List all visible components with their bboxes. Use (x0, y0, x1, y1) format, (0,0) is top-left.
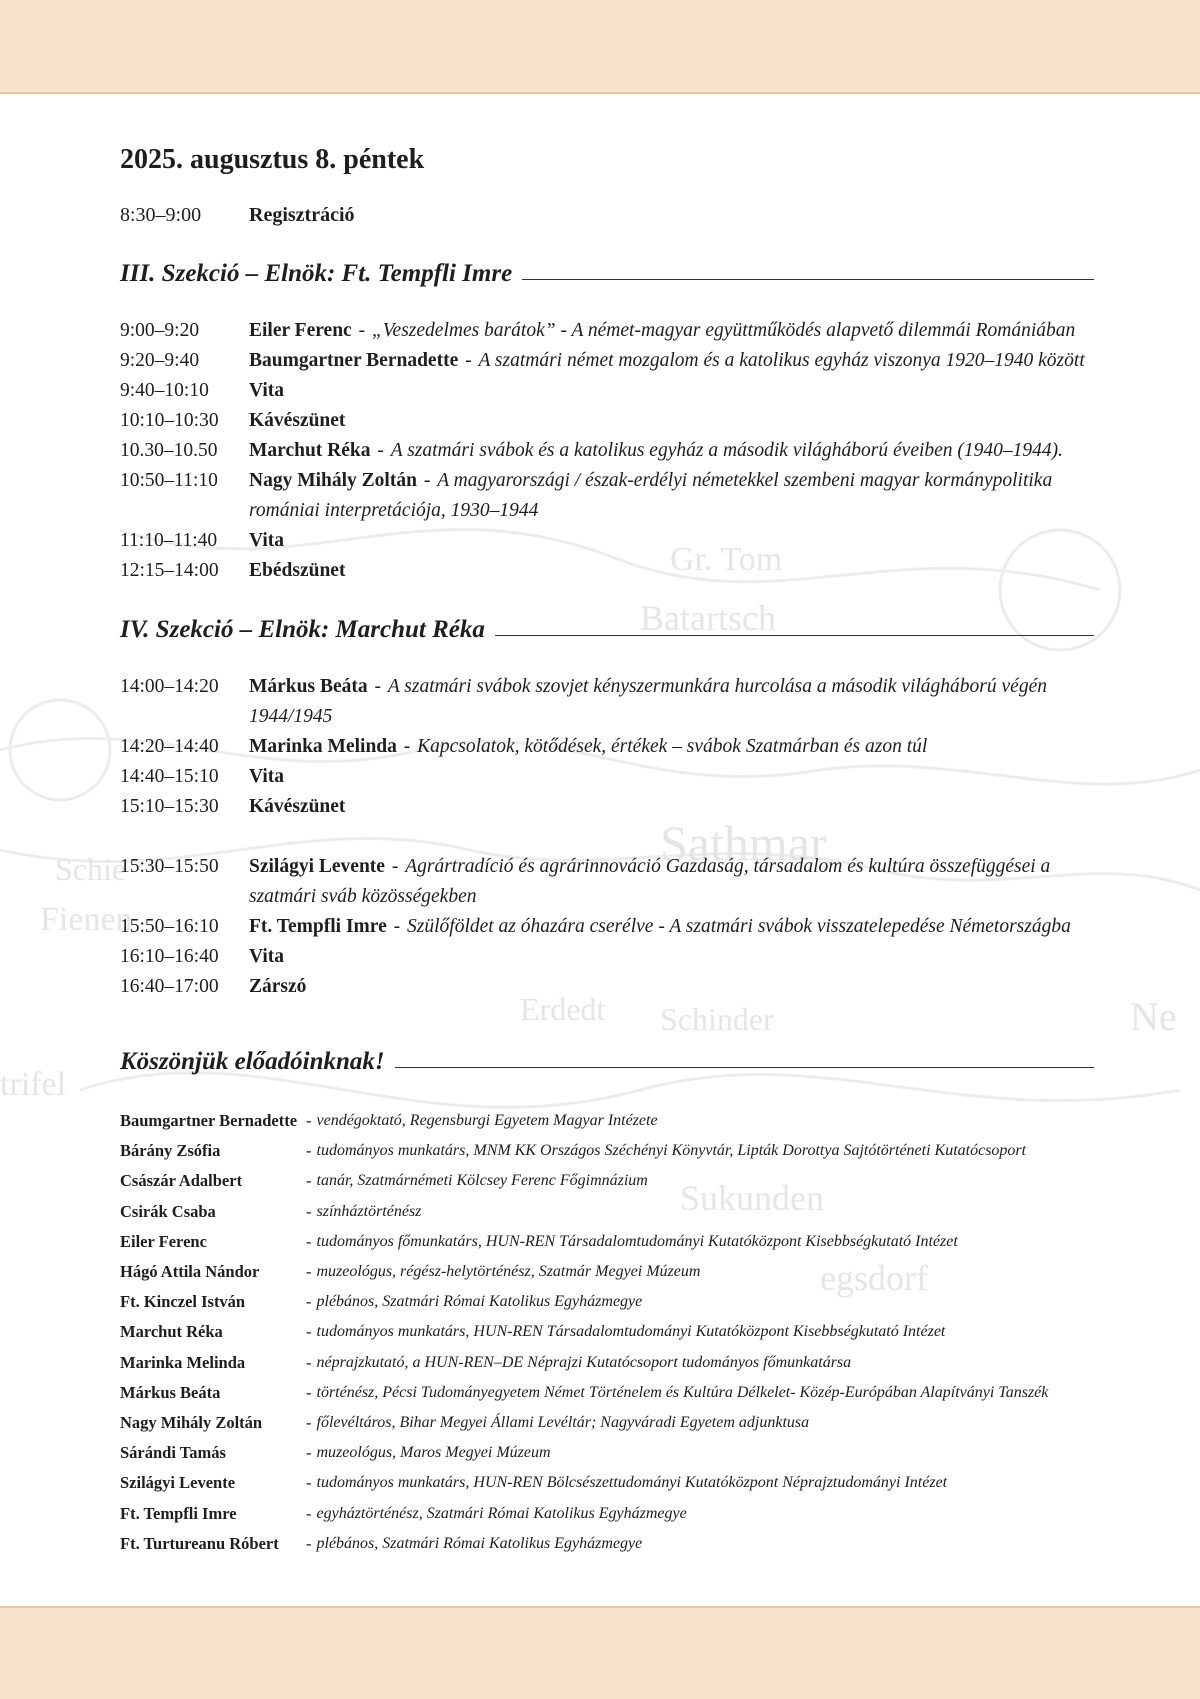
program-page (120, 140, 1100, 1559)
break-label: Vita (249, 380, 285, 401)
speaker-row: Eiler Ferenc - tudományos főmunkatárs, HUN-REN Társadalomtudományi Kutatóközpont Kisebbségkutató Intézet (120, 1227, 1100, 1257)
watermark-label: Ne (1130, 994, 1177, 1039)
time-slot: 9:20–9:40 (120, 350, 200, 371)
time-slot: 10:50–11:10 (120, 470, 218, 491)
section-divider (522, 279, 1094, 280)
thanks-header (120, 1040, 1100, 1084)
time-slot: 10:10–10:30 (120, 410, 219, 431)
speaker-name: Marchut Réka (249, 440, 371, 461)
schedule-row (120, 762, 1100, 792)
speaker-row: Hágó Attila Nándor - muzeológus, régész-helytörténész, Szatmár Megyei Múzeum (120, 1257, 1100, 1287)
section-4-title: IV. Szekció – Elnök: Marchut Réka (120, 616, 485, 643)
speaker-name: Márkus Beáta (249, 676, 368, 697)
watermark-label: Schinder (660, 1001, 774, 1037)
speaker-list (120, 1106, 1100, 1559)
schedule-row: 15:50–16:10 Ft. Tempfli Imre - Szülőföldet az óhazára cserélve - A szatmári svábok visszatelepedése Németországba (120, 912, 1100, 942)
speaker-name: Bárány Zsófia (120, 1141, 221, 1161)
speaker-name: Eiler Ferenc (120, 1231, 207, 1251)
registration-label: Regisztráció (249, 204, 355, 226)
speaker-name: Ft. Turtureanu Róbert (120, 1533, 279, 1553)
time-slot: 11:10–11:40 (120, 530, 218, 551)
day-title: 2025. augusztus 8. péntek (120, 144, 425, 175)
break-label: Vita (249, 766, 285, 787)
talk-title: A magyarországi / észak-erdélyi németekkel szembeni magyar kormánypolitika romániai interpretációja, 1930–1944 (249, 470, 1053, 521)
section-divider (495, 635, 1094, 636)
speaker-name: Csirák Csaba (120, 1201, 216, 1221)
speaker-row: Ft. Turtureanu Róbert - plébános, Szatmári Római Katolikus Egyházmegye (120, 1529, 1100, 1559)
speaker-row: Ft. Kinczel István - plébános, Szatmári Római Katolikus Egyházmegye (120, 1287, 1100, 1317)
talk-title: Szülőföldet az óhazára cserélve - A szatmári svábok visszatelepedése Németországba (407, 916, 1071, 937)
time-slot: 8:30–9:00 (120, 204, 202, 226)
talk-title: Agrártradíció és agrárinnováció Gazdaság, társadalom és kultúra összefüggései a szatmári sváb közösségekben (249, 856, 1051, 907)
schedule-row (120, 942, 1100, 972)
speaker-affiliation: néprajzkutató, a HUN-REN–DE Néprajzi Kutatócsoport tudományos főmunkatársa (316, 1353, 852, 1371)
speaker-affiliation: színháztörténész (316, 1202, 422, 1220)
schedule-row: 9:20–9:40 Baumgartner Bernadette - A szatmári német mozgalom és a katolikus egyház viszonya 1920–1940 között (120, 346, 1100, 376)
time-slot: 9:40–10:10 (120, 380, 209, 401)
time-slot: 14:40–15:10 (120, 766, 219, 787)
speaker-affiliation: főlevéltáros, Bihar Megyei Állami Levéltár; Nagyváradi Egyetem adjunktusa (316, 1414, 810, 1432)
time-slot: 14:00–14:20 (120, 676, 219, 697)
schedule-row: 10.30–10.50 Marchut Réka - A szatmári svábok és a katolikus egyház a második világháború éveiben (1940–1944). (120, 436, 1100, 466)
speaker-affiliation: vendégoktató, Regensburgi Egyetem Magyar Intézete (316, 1112, 658, 1129)
speaker-row: Ft. Tempfli Imre - egyháztörténész, Szatmári Római Katolikus Egyházmegye (120, 1499, 1100, 1529)
watermark-label: Gr. Tom (670, 541, 783, 578)
schedule-row (120, 526, 1100, 556)
watermark-label: Fienen (40, 901, 133, 938)
speaker-name: Ft. Kinczel István (120, 1292, 246, 1312)
talk-title: Kapcsolatok, kötődések, értékek – svábok Szatmárban és azon túl (417, 736, 928, 757)
schedule-row: 10:50–11:10 Nagy Mihály Zoltán - A magyarországi / észak-erdélyi németekkel szembeni magyar kormánypolitika romániai interpretációja, 1930–1944 (120, 466, 1100, 526)
speaker-name: Nagy Mihály Zoltán (249, 470, 417, 491)
watermark-label: trifel (0, 1066, 67, 1103)
speaker-affiliation: muzeológus, Maros Megyei Múzeum (316, 1444, 551, 1462)
speaker-affiliation: tudományos főmunkatárs, HUN-REN Társadalomtudományi Kutatóközpont Kisebbségkutató Intézet (316, 1232, 958, 1250)
speaker-name: Ft. Tempfli Imre (120, 1503, 237, 1523)
watermark-label: Schie (55, 851, 127, 887)
speaker-row: Nagy Mihály Zoltán - főlevéltáros, Bihar Megyei Állami Levéltár; Nagyváradi Egyetem adjunktusa (120, 1408, 1100, 1438)
speaker-row: Csirák Csaba - színháztörténész (120, 1197, 1100, 1227)
speaker-affiliation: plébános, Szatmári Római Katolikus Egyházmegye (316, 1293, 643, 1311)
speaker-name: Császár Adalbert (120, 1171, 243, 1191)
talk-title: A szatmári svábok és a katolikus egyház a második világháború éveiben (1940–1944). (390, 440, 1064, 461)
talk-title: „Veszedelmes barátok” - A német-magyar együttműködés alapvető dilemmái Romániában (371, 320, 1076, 341)
speaker-name: Ft. Tempfli Imre (249, 916, 387, 937)
speaker-row: Szilágyi Levente - tudományos munkatárs, HUN-REN Bölcsészettudományi Kutatóközpont Néprajztudományi Intézet (120, 1468, 1100, 1498)
time-slot: 9:00–9:20 (120, 320, 200, 341)
break-label: Kávészünet (249, 796, 346, 817)
schedule-row: 14:00–14:20 Márkus Beáta - A szatmári svábok szovjet kényszermunkára hurcolása a második világháború végén 1944/1945 (120, 672, 1100, 732)
speaker-name: Baumgartner Bernadette (120, 1111, 298, 1130)
section-3-schedule (120, 316, 1100, 586)
speaker-row: Sárándi Tamás - muzeológus, Maros Megyei Múzeum (120, 1438, 1100, 1468)
speaker-row: Bárány Zsófia - tudományos munkatárs, MNM KK Országos Széchényi Könyvtár, Lipták Dorottya Sajtótörténeti Kutatócsoport (120, 1136, 1100, 1166)
speaker-affiliation: plébános, Szatmári Római Katolikus Egyházmegye (316, 1534, 643, 1552)
break-label: Zárszó (249, 976, 307, 997)
schedule-row: 9:00–9:20 Eiler Ferenc - „Veszedelmes barátok” - A német-magyar együttműködés alapvető dilemmái Romániában (120, 316, 1100, 346)
section-3-title: III. Szekció – Elnök: Ft. Tempfli Imre (120, 260, 513, 287)
schedule-gap (120, 822, 1100, 852)
top-band (0, 0, 1200, 94)
speaker-name: Eiler Ferenc (249, 320, 352, 341)
speaker-affiliation: tudományos munkatárs, MNM KK Országos Széchényi Könyvtár, Lipták Dorottya Sajtótörténeti Kutatócsoport (316, 1142, 1027, 1160)
speaker-name: Márkus Beáta (120, 1382, 221, 1402)
thanks-title: Köszönjük előadóinknak! (120, 1048, 385, 1075)
watermark-label: Sukunden (680, 1178, 824, 1218)
speaker-row: Marinka Melinda - néprajzkutató, a HUN-REN–DE Néprajzi Kutatócsoport tudományos főmunkatársa (120, 1348, 1100, 1378)
speaker-row: Baumgartner Bernadette - vendégoktató, Regensburgi Egyetem Magyar Intézete (120, 1106, 1100, 1136)
speaker-affiliation: történész, Pécsi Tudományegyetem Német Történelem és Kultúra Délkelet- Közép-Európában Alapítványi Tanszék (316, 1383, 1049, 1401)
time-slot: 15:50–16:10 (120, 916, 219, 937)
registration-row (120, 200, 1100, 230)
schedule-row (120, 972, 1100, 1002)
section-3-header (120, 252, 1100, 296)
section-4-header (120, 608, 1100, 652)
speaker-row: Marchut Réka - tudományos munkatárs, HUN-REN Társadalomtudományi Kutatóközpont Kisebbségkutató Intézet (120, 1317, 1100, 1347)
speaker-name: Szilágyi Levente (249, 856, 385, 877)
break-label: Ebédszünet (249, 560, 346, 581)
speaker-affiliation: tudományos munkatárs, HUN-REN Bölcsészettudományi Kutatóközpont Néprajztudományi Intézet (316, 1474, 948, 1492)
schedule-row: 14:20–14:40 Marinka Melinda - Kapcsolatok, kötődések, értékek – svábok Szatmárban és azon túl (120, 732, 1100, 762)
time-slot: 16:40–17:00 (120, 976, 219, 997)
time-slot: 12:15–14:00 (120, 560, 219, 581)
speaker-name: Hágó Attila Nándor (120, 1262, 260, 1282)
speaker-row: Márkus Beáta - történész, Pécsi Tudományegyetem Német Történelem és Kultúra Délkelet- Közép-Európában Alapítványi Tanszék (120, 1378, 1100, 1408)
break-label: Vita (249, 530, 285, 551)
section-divider (395, 1067, 1094, 1068)
speaker-affiliation: egyháztörténész, Szatmári Római Katolikus Egyházmegye (316, 1504, 687, 1522)
bottom-band (0, 1606, 1200, 1699)
section-4-schedule (120, 672, 1100, 1002)
speaker-name: Marchut Réka (120, 1322, 223, 1342)
time-slot: 16:10–16:40 (120, 946, 219, 967)
watermark-label: Batartsch (640, 598, 776, 638)
speaker-row: Császár Adalbert - tanár, Szatmárnémeti Kölcsey Ferenc Főgimnázium (120, 1166, 1100, 1196)
schedule-row (120, 792, 1100, 822)
watermark-circle-2 (10, 700, 110, 800)
schedule-row: 15:30–15:50 Szilágyi Levente - Agrártradíció és agrárinnováció Gazdaság, társadalom és kultúra összefüggései a szatmári sváb közösségekben (120, 852, 1100, 912)
speaker-affiliation: muzeológus, régész-helytörténész, Szatmár Megyei Múzeum (316, 1263, 701, 1281)
speaker-name: Marinka Melinda (249, 736, 397, 757)
talk-title: A szatmári svábok szovjet kényszermunkára hurcolása a második világháború végén 1944/1945 (249, 676, 1047, 727)
watermark-label: Sathmar (660, 815, 827, 871)
speaker-name: Szilágyi Levente (120, 1473, 236, 1493)
speaker-name: Baumgartner Bernadette (249, 350, 459, 371)
time-slot: 14:20–14:40 (120, 736, 219, 757)
time-slot: 15:30–15:50 (120, 856, 219, 877)
watermark-label: egsdorf (820, 1258, 928, 1298)
time-slot: 15:10–15:30 (120, 796, 219, 817)
watermark-label: Erdedt (520, 991, 606, 1027)
break-label: Kávészünet (249, 410, 346, 431)
talk-title: A szatmári német mozgalom és a katolikus egyház viszonya 1920–1940 között (478, 350, 1085, 371)
schedule-row (120, 376, 1100, 406)
break-label: Vita (249, 946, 285, 967)
speaker-affiliation: tudományos munkatárs, HUN-REN Társadalomtudományi Kutatóközpont Kisebbségkutató Intézet (316, 1323, 946, 1341)
speaker-name: Marinka Melinda (120, 1352, 246, 1372)
schedule-row (120, 556, 1100, 586)
schedule-row (120, 406, 1100, 436)
speaker-affiliation: tanár, Szatmárnémeti Kölcsey Ferenc Főgimnázium (316, 1172, 648, 1190)
time-slot: 10.30–10.50 (120, 440, 218, 461)
speaker-name: Sárándi Tamás (120, 1443, 226, 1463)
speaker-name: Nagy Mihály Zoltán (120, 1413, 263, 1433)
